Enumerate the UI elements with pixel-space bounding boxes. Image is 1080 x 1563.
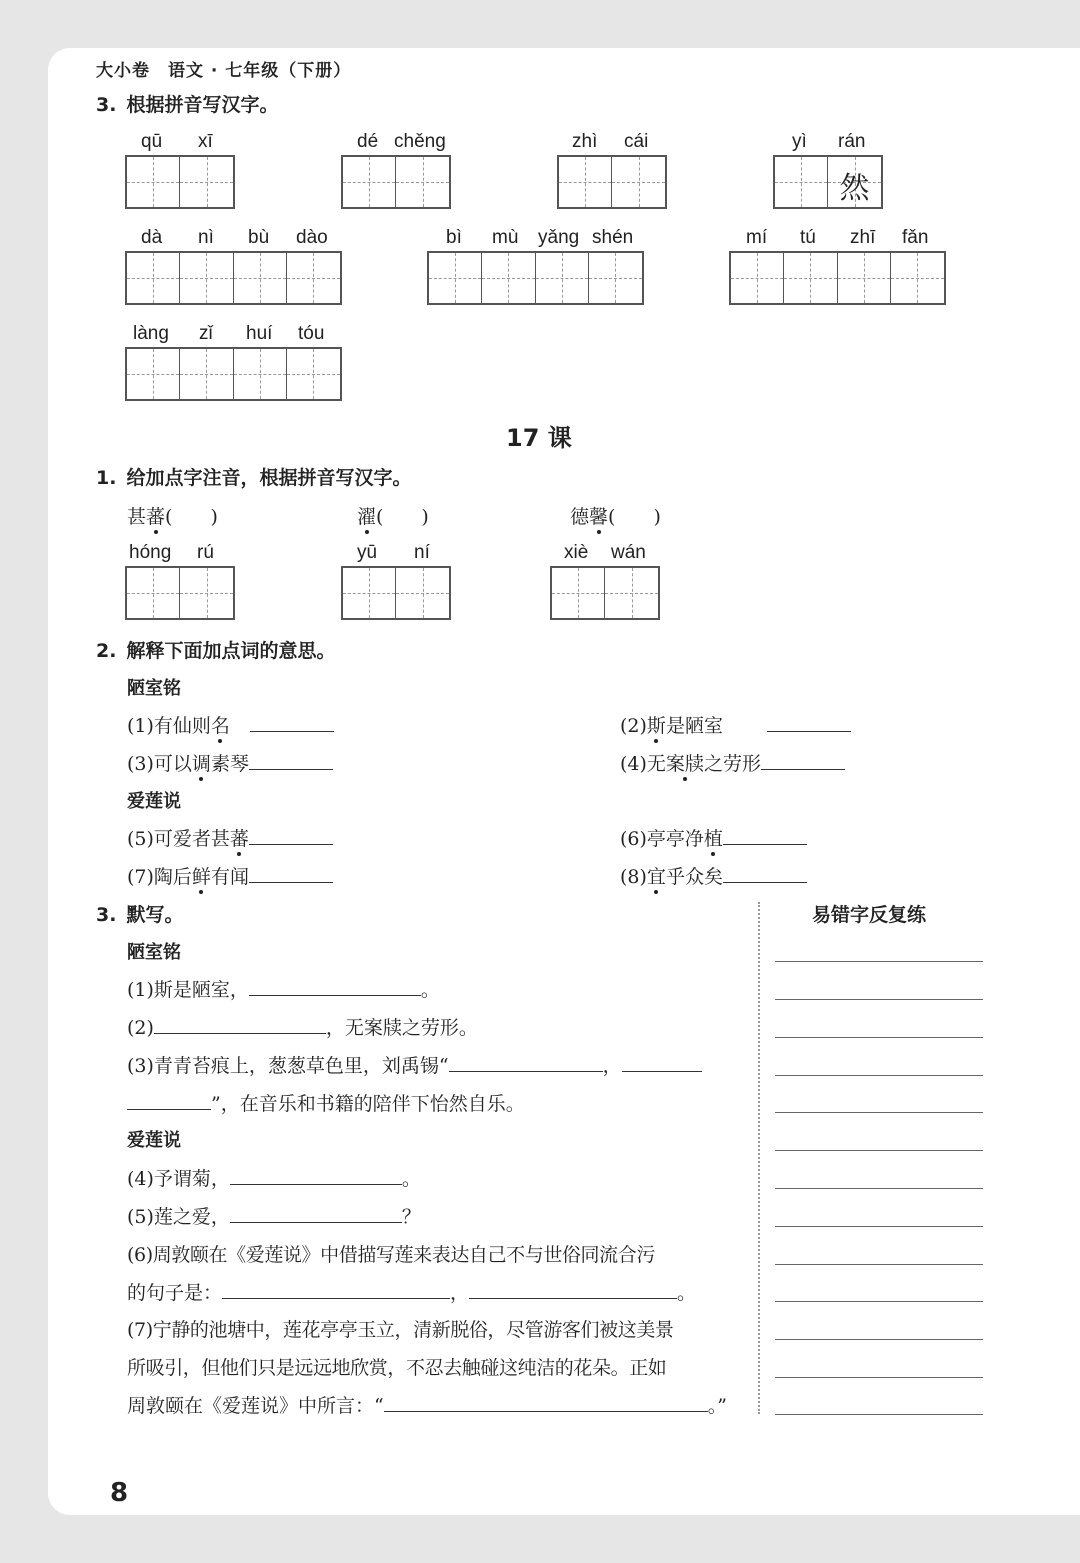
- explain-item: (5)可爱者甚蕃: [127, 824, 333, 851]
- writing-grid[interactable]: [125, 566, 235, 620]
- explain-item: (8)宜乎众矣: [620, 862, 807, 889]
- pinyin-label: xī: [198, 131, 213, 152]
- explain-item: (1)有仙则名: [127, 711, 334, 738]
- explain-item: (7)陶后鲜有闻: [127, 862, 333, 889]
- pinyin-label: bù: [248, 227, 270, 248]
- dotted-character: 濯: [357, 506, 377, 528]
- dotted-character: 馨: [589, 506, 609, 528]
- practice-line[interactable]: [775, 1264, 983, 1265]
- subsection-title: 陋室铭: [127, 942, 181, 963]
- answer-blank[interactable]: [767, 730, 851, 732]
- book-header: 大小卷 语文 · 七年级（下册）: [96, 61, 352, 81]
- question-title: [96, 463, 411, 490]
- question-text: 根据拼音写汉字。: [126, 94, 279, 116]
- writing-grid[interactable]: [125, 251, 342, 305]
- pinyin-label: zhì: [572, 131, 598, 152]
- dictation-line: ”，在音乐和书籍的陪伴下怡然自乐。: [127, 1089, 525, 1116]
- annotation-item: 甚蕃( ): [127, 506, 218, 528]
- writing-grid[interactable]: [729, 251, 946, 305]
- question-text: 默写。: [126, 904, 184, 926]
- answer-blank[interactable]: [249, 843, 333, 845]
- practice-line[interactable]: [775, 999, 983, 1000]
- explain-item: (4)无案牍之劳形: [620, 749, 845, 776]
- answer-blank[interactable]: [250, 730, 334, 732]
- annotation-item: 濯( ): [357, 506, 429, 528]
- pinyin-label: zǐ: [199, 323, 213, 344]
- subsection-title: 陋室铭: [127, 678, 181, 699]
- answer-blank[interactable]: [230, 1183, 402, 1185]
- writing-grid[interactable]: [125, 347, 342, 401]
- pinyin-label: hóng: [129, 542, 172, 563]
- dictation-line: (3)青青苔痕上，葱葱草色里，刘禹锡“ ，: [127, 1051, 702, 1078]
- question-title: [96, 900, 183, 927]
- answer-blank[interactable]: [154, 1032, 326, 1034]
- pinyin-label: huí: [246, 323, 273, 344]
- writing-grid[interactable]: [341, 566, 451, 620]
- pinyin-label: dào: [296, 227, 328, 248]
- page-number: 8: [110, 1478, 129, 1508]
- practice-line[interactable]: [775, 1226, 983, 1227]
- dotted-character: 蕃: [146, 506, 166, 528]
- pinyin-label: mù: [492, 227, 519, 248]
- practice-line[interactable]: [775, 961, 983, 962]
- pinyin-label: zhī: [850, 227, 876, 248]
- answer-blank[interactable]: [230, 1221, 402, 1223]
- dictation-line: (1)斯是陋室， 。: [127, 979, 440, 1001]
- question-text: 给加点字注音，根据拼音写汉字。: [126, 467, 412, 489]
- pinyin-label: tóu: [298, 323, 325, 344]
- answer-blank[interactable]: [469, 1297, 677, 1299]
- pinyin-label: bì: [446, 227, 462, 248]
- practice-line[interactable]: [775, 1037, 983, 1038]
- answer-blank[interactable]: [449, 1070, 603, 1072]
- practice-line[interactable]: [775, 1339, 983, 1340]
- question-number: 3.: [96, 904, 117, 926]
- annotation-item: 德馨( ): [570, 506, 661, 528]
- subsection-title: 爱莲说: [127, 1130, 181, 1151]
- explain-item: (2)斯是陋室: [620, 711, 851, 738]
- subsection-title: 爱莲说: [127, 791, 181, 812]
- answer-blank[interactable]: [723, 881, 807, 883]
- practice-line[interactable]: [775, 1301, 983, 1302]
- pinyin-label: nì: [198, 227, 214, 248]
- pinyin-label: wán: [611, 542, 646, 563]
- column-divider: [758, 902, 760, 1414]
- answer-blank[interactable]: [384, 1410, 708, 1412]
- pinyin-label: yǎng: [538, 227, 580, 248]
- question-number: 1.: [96, 467, 117, 489]
- answer-blank[interactable]: [249, 768, 333, 770]
- practice-line[interactable]: [775, 1150, 983, 1151]
- pinyin-label: chěng: [394, 131, 446, 152]
- pinyin-label: làng: [133, 323, 169, 344]
- dictation-line: 的句子是： ， 。: [127, 1282, 697, 1304]
- answer-blank[interactable]: [249, 881, 333, 883]
- question-title: [96, 636, 335, 663]
- answer-blank[interactable]: [222, 1297, 450, 1299]
- pinyin-label: yì: [792, 131, 807, 152]
- question-number: 3.: [96, 94, 117, 116]
- pinyin-label: rán: [838, 131, 866, 152]
- dictation-line: 所吸引，但他们只是远远地欣赏，不忍去触碰这纯洁的花朵。正如: [127, 1357, 667, 1379]
- practice-line[interactable]: [775, 1188, 983, 1189]
- pinyin-label: mí: [746, 227, 768, 248]
- practice-line[interactable]: [775, 1112, 983, 1113]
- writing-grid[interactable]: [125, 155, 235, 209]
- pinyin-label: qū: [141, 131, 163, 152]
- answer-blank[interactable]: [127, 1108, 211, 1110]
- pinyin-label: yū: [357, 542, 378, 563]
- practice-title: 易错字反复练: [812, 904, 927, 926]
- question-title: [96, 90, 278, 117]
- filled-character: 然: [839, 171, 870, 206]
- practice-line[interactable]: [775, 1377, 983, 1378]
- dictation-line: (4)予谓菊， 。: [127, 1168, 421, 1190]
- lesson-title: 17 课: [506, 424, 572, 452]
- question-number: 2.: [96, 640, 117, 662]
- writing-grid[interactable]: [427, 251, 644, 305]
- pinyin-label: rú: [197, 542, 214, 563]
- explain-item: (6)亭亭净植: [620, 824, 807, 851]
- pinyin-label: dé: [357, 131, 379, 152]
- practice-line[interactable]: [775, 1414, 983, 1415]
- pinyin-label: dà: [141, 227, 163, 248]
- question-text: 解释下面加点词的意思。: [126, 640, 336, 662]
- pinyin-label: fǎn: [902, 227, 929, 248]
- dictation-line: (2) ，无案牍之劳形。: [127, 1017, 478, 1039]
- explain-item: (3)可以调素琴: [127, 749, 333, 776]
- dictation-line: (6)周敦颐在《爱莲说》中借描写莲来表达自己不与世俗同流合污: [127, 1244, 655, 1266]
- pinyin-label: ní: [414, 542, 430, 563]
- practice-line[interactable]: [775, 1075, 983, 1076]
- writing-grid[interactable]: [773, 155, 883, 209]
- dictation-line: 周敦颐在《爱莲说》中所言：“ 。”: [127, 1395, 727, 1417]
- dictation-line: (7)宁静的池塘中，莲花亭亭玉立，清新脱俗，尽管游客们被这美景: [127, 1319, 674, 1341]
- answer-blank[interactable]: [622, 1070, 702, 1072]
- answer-blank[interactable]: [249, 994, 421, 996]
- pinyin-label: xiè: [564, 542, 589, 563]
- pinyin-label: tú: [800, 227, 816, 248]
- pinyin-label: cái: [624, 131, 649, 152]
- answer-blank[interactable]: [723, 843, 807, 845]
- writing-grid[interactable]: [557, 155, 667, 209]
- answer-blank[interactable]: [761, 768, 845, 770]
- writing-grid[interactable]: [550, 566, 660, 620]
- dictation-line: (5)莲之爱， ？: [127, 1206, 421, 1228]
- pinyin-label: shén: [592, 227, 634, 248]
- writing-grid[interactable]: [341, 155, 451, 209]
